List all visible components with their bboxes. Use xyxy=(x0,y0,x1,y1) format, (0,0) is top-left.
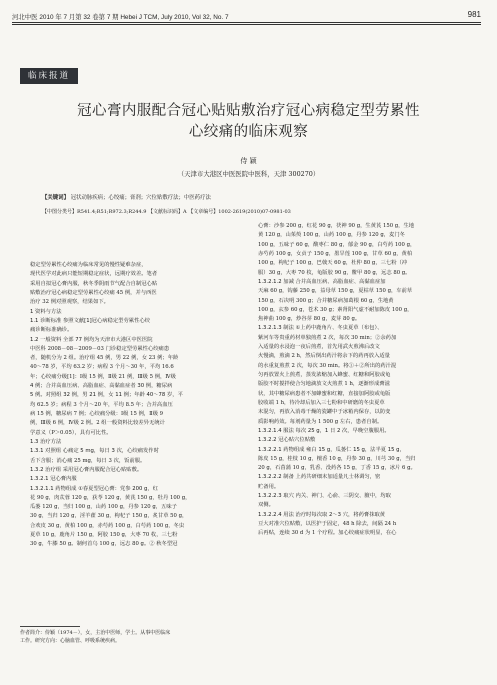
article-title-line-2: 心绞痛的临床观察 xyxy=(188,124,309,140)
body-text-line: 服）30 g，大枣 70 枚，龟版胶 90 g，鳖甲 80 g，远志 80 g。 xyxy=(258,269,411,276)
body-text-line: 均 62.5 岁；病程 3 个月～20 年，平均 8.5 年；合并高血压 xyxy=(30,401,173,408)
body-text-line: 1.3.2.1.4 服法 每次 25 g，1 日 2 次，早晚空腹服用。 xyxy=(258,427,390,434)
body-text-line: 1.3.1 对照组 心痛定 5 mg，每日 3 次，心绞痛发作时 xyxy=(30,448,159,455)
body-text-line: 1.3.2.2.3 取穴 内关、神门、心俞、三阴交、膻中，均取 xyxy=(258,493,391,500)
body-text-line: 100 g，枸杞子 100 g，巴戟天 60 g，杜仲 80 g，三七粉（冲 xyxy=(258,260,408,267)
body-text-line: 末混匀，再放入消毒干燥的瓷罐中于冰箱内保存，以防变 xyxy=(258,409,391,416)
right-column xyxy=(258,222,474,539)
author-affiliation: （天津市大港区中医医院中医科，天津 300270） xyxy=(177,170,320,178)
body-text-line: 例，Ⅲ级 6 例，Ⅳ级 2 例。2 组一般资料比较差异无统计 xyxy=(30,420,165,427)
body-text-line: 治疗 32 例对照观察，结果如下。 xyxy=(30,299,109,306)
body-text-line: 1.3.2.2.4 用法 治疗时每次取 2～3 穴，将药膏抹取黄 xyxy=(258,511,386,518)
keywords-text: 冠状动脉疾病；心绞痛；膏剂；穴位贴敷疗法；中医药疗法 xyxy=(70,195,211,201)
body-text-line: 黄 120 g，山茱萸 100 g，山药 100 g，丹参 120 g，麦门冬 xyxy=(258,232,405,239)
body-text-line: 的水重复煎煮 2 次，每次 30 min。将①＋②所出的药汁混 xyxy=(258,362,397,369)
journal-citation: 河北中医 2010 年 7 月第 32 卷第 7 期 Hebei J TCM, July 2010, Vol 32, No. 7 xyxy=(12,14,229,21)
author-footnote xyxy=(20,629,240,645)
body-text-line: 100 g，玄参 60 g，苍术 30 g；素肾阳气虚不耐加陈皮 100 g， xyxy=(258,306,413,313)
body-text-line: 花 90 g，肉苁蓉 120 g，获苓 120 g，黄芪 150 g，牡丹 100 g， xyxy=(30,494,191,501)
body-text-line: 后再贴，连续 30 d 为 1 个疗程。加心绞痛症状明显，在心 xyxy=(258,530,397,537)
body-text-line: 病 15 例，糖尿病 7 例；心绞痛分级：Ⅰ级 15 例，Ⅱ级 9 xyxy=(30,411,164,417)
body-text-line: 状，其中糖尿病患者不加蜂蜜和红糖，直接加阿胶或龟版 xyxy=(258,390,391,397)
body-text-line: 40～78 岁，平均 63.2 岁；病程 3 个月～30 年，平均 16.6 xyxy=(30,364,174,371)
body-text-line: 痛诊断标准确诊。 xyxy=(30,327,73,334)
body-text-line: 紫河车等贵重药材单独煎煮 2 次，每次 30 min；②余药加 xyxy=(258,334,397,341)
body-text-line: 5 例。对照组 32 例，男 21 例，女 11 例；年龄 40～78 岁，平 xyxy=(30,392,183,399)
classification-line: 【中图分类号】R541.4;R51;R972.3;R244.9 【文献标识码】A 【文章编号】1002-2619(2010)07-0981-03 xyxy=(42,209,291,215)
body-text-line: 心膏：沙参 200 g，红花 90 g，茯神 90 g，生黄芪 150 g，生地 xyxy=(258,223,415,229)
body-text-line: 舌下含服；消心痛 25 mg，每日 3 次，饭前服。 xyxy=(30,457,146,464)
body-text-line: 150 g，石决明 300 g；合并糖尿病加葛根 60 g，生地黄 xyxy=(258,297,394,304)
keywords-label: 【关键词】 xyxy=(42,195,69,201)
body-text-line: 火慢滴，煎滴 2 h，然后倒出药汁将余下的药再放入适量 xyxy=(258,353,390,360)
section-badge: 临床报道 xyxy=(20,68,78,84)
body-text-line: 贴敷治疗冠心病稳定型劳累性心绞痛 45 例，并与西医 xyxy=(30,289,157,296)
body-text-line: 天麻 60 g，钩藤 250 g，益母草 150 g，夏枯草 150 g，车前草 xyxy=(258,288,413,295)
body-text-line: 1.2 一般资料 全部 77 例均为天津市大港区中医医院 xyxy=(30,336,153,343)
body-text-line: 匀再放置火上煎煮，蒸发浓缩加入蜂蜜、红糖和阿胶或龟 xyxy=(258,372,391,378)
body-text-line: 豆大对准穴位贴敷，以医护于固定，48 h 除去，间隔 24 h xyxy=(258,521,397,527)
body-text-line: 双侧。 xyxy=(258,502,274,509)
page-number: 981 xyxy=(467,10,481,19)
body-text-line: 1.3.2.1.2 加减 合并高血压病、高脂血症、高黏血症加 xyxy=(258,278,386,285)
body-text-line: 1.3.2.2.1 药物组成 雍白 15 g，瓜蒌仁 15 g，法半夏 15 g， xyxy=(258,446,405,453)
body-text-line: 1.3.2.1.1 药物组成 ①春夏型冠心膏：党参 200 g，红 xyxy=(30,485,158,492)
body-text-line: 年；心绞痛分级[1]：Ⅰ级 15 例，Ⅱ级 21 例，Ⅲ级 5 例，Ⅳ级 xyxy=(30,373,176,380)
body-text-line: 1.3 治疗方法 xyxy=(30,438,62,445)
body-text-line: 合欢皮 30 g，黄柏 100 g，赤芍药 100 g，白芍药 100 g，冬虫 xyxy=(30,522,185,529)
body-text-line: 1.3.2.1.3 制法 ①上药中鹿角片、冬虫夏草（布包）、 xyxy=(258,325,383,332)
body-text-line: 稳定型劳累性心绞痛为临床常见的慢性疑难杂症， xyxy=(30,262,147,268)
body-text-line: 赤芍药 100 g，女贞子 150 g，墨旱莲 100 g，甘草 60 g，黄柏 xyxy=(258,250,413,257)
body-text-line: 30 g，牛膝 50 g。制何首乌 100 g，远志 80 g。② 秋冬型冠 xyxy=(30,541,178,548)
body-text-line: 1.3.2.1 冠心膏内服 xyxy=(30,476,77,483)
body-text-line: 夏草 10 g，鹿角片 150 g，阿胶 150 g，大枣 70 枚，三七粉 xyxy=(30,532,178,539)
body-text-line: 1 资料与方法 xyxy=(30,308,62,315)
body-text-line: 瓜蒌 120 g，当归 100 g，山药 100 g，丹参 120 g，五味子 xyxy=(30,504,177,511)
body-text-line: 1.3.2 治疗组 采用冠心膏内服配合冠心贴贴敷。 xyxy=(30,466,143,473)
body-text-line: 学意义（P＞0.05），具有可比性。 xyxy=(30,429,112,436)
body-text-line: 20 g，石菖蒲 10 g，乳香、没药各 15 g，丁香 15 g，冰片 6 g。 xyxy=(258,465,416,472)
body-text-line: 质影响药效。每剂药量为 1 500 g 左右，患者自制。 xyxy=(258,418,383,425)
body-text-line: 者，随机分为 2 组。治疗组 45 例，男 22 例，女 23 例；年龄 xyxy=(30,355,179,362)
article-title-line-1: 冠心膏内服配合冠心贴贴敷治疗冠心病稳定型劳累性 xyxy=(77,103,420,119)
body-text-line: 100 g，五味子 60 g，酸枣仁 80 g，郁金 90 g，白芍药 100 g， xyxy=(258,241,416,248)
body-text-line: 4 例；合并高血压病、高脂血症、高黏血症者 30 例，糖尿病 xyxy=(30,383,173,390)
left-column xyxy=(30,261,246,550)
body-text-line: 入适量的水浸泡一夜后煎煮，首先用武火煎沸后改文 xyxy=(258,344,380,351)
keywords-line xyxy=(42,193,211,201)
running-header xyxy=(12,8,481,22)
body-text-line: 胶收端 1 h，待冷却后加入三七粉和中研磨的冬虫夏草 xyxy=(258,399,385,406)
body-text-line: 版胶不时搅拌使合匀地滴放文火煎煮 1 h，逐渐形成膏滋 xyxy=(258,381,390,388)
author-name: 侍 颖 xyxy=(240,157,257,165)
body-text-line: 焦神曲 100 g，炒谷芽 80 g，麦芽 80 g。 xyxy=(258,316,361,323)
body-text-line: 陈皮 15 g，桂枝 10 g，檀香 10 g，丹参 30 g，川芎 30 g，当归 xyxy=(258,455,416,462)
footnote-line: 工作。研究方向：心脑血管、呼吸系统疾病。 xyxy=(20,638,121,644)
body-text-line: 1.3.2.2 冠心贴穴位贴敷 xyxy=(258,437,316,444)
header-rule-bottom xyxy=(12,24,481,25)
body-text-line: 1.1 诊断标准 参照文献[1]冠心病稳定型劳累性心绞 xyxy=(30,317,150,324)
body-text-line: 30 g，当归 120 g，淫羊藿 30 g，枸杞子 150 g，炙甘草 50 g， xyxy=(30,513,188,520)
body-text-line: 采用自拟冠心膏内服，秋冬季阴雨节气配合自制冠心贴 xyxy=(30,280,158,287)
body-text-line: 现代医学对此病只能短期稳定症状，远期疗效差。笔者 xyxy=(30,271,158,278)
footnote-rule xyxy=(20,626,80,627)
body-text-line: 贮备用。 xyxy=(258,483,280,490)
body-text-line: 1.3.2.2.2 制备 上药共研细末加适量凡士林调匀，密 xyxy=(258,474,381,481)
header-rule-top xyxy=(12,22,481,23)
body-text-line: 中医科 2008－08－2009－03 门诊稳定型劳累性心绞痛患 xyxy=(30,345,170,352)
footnote-line: 作者简介：侍颖（1974－），女，主治中医师，学士。从事中医临床 xyxy=(20,630,171,636)
